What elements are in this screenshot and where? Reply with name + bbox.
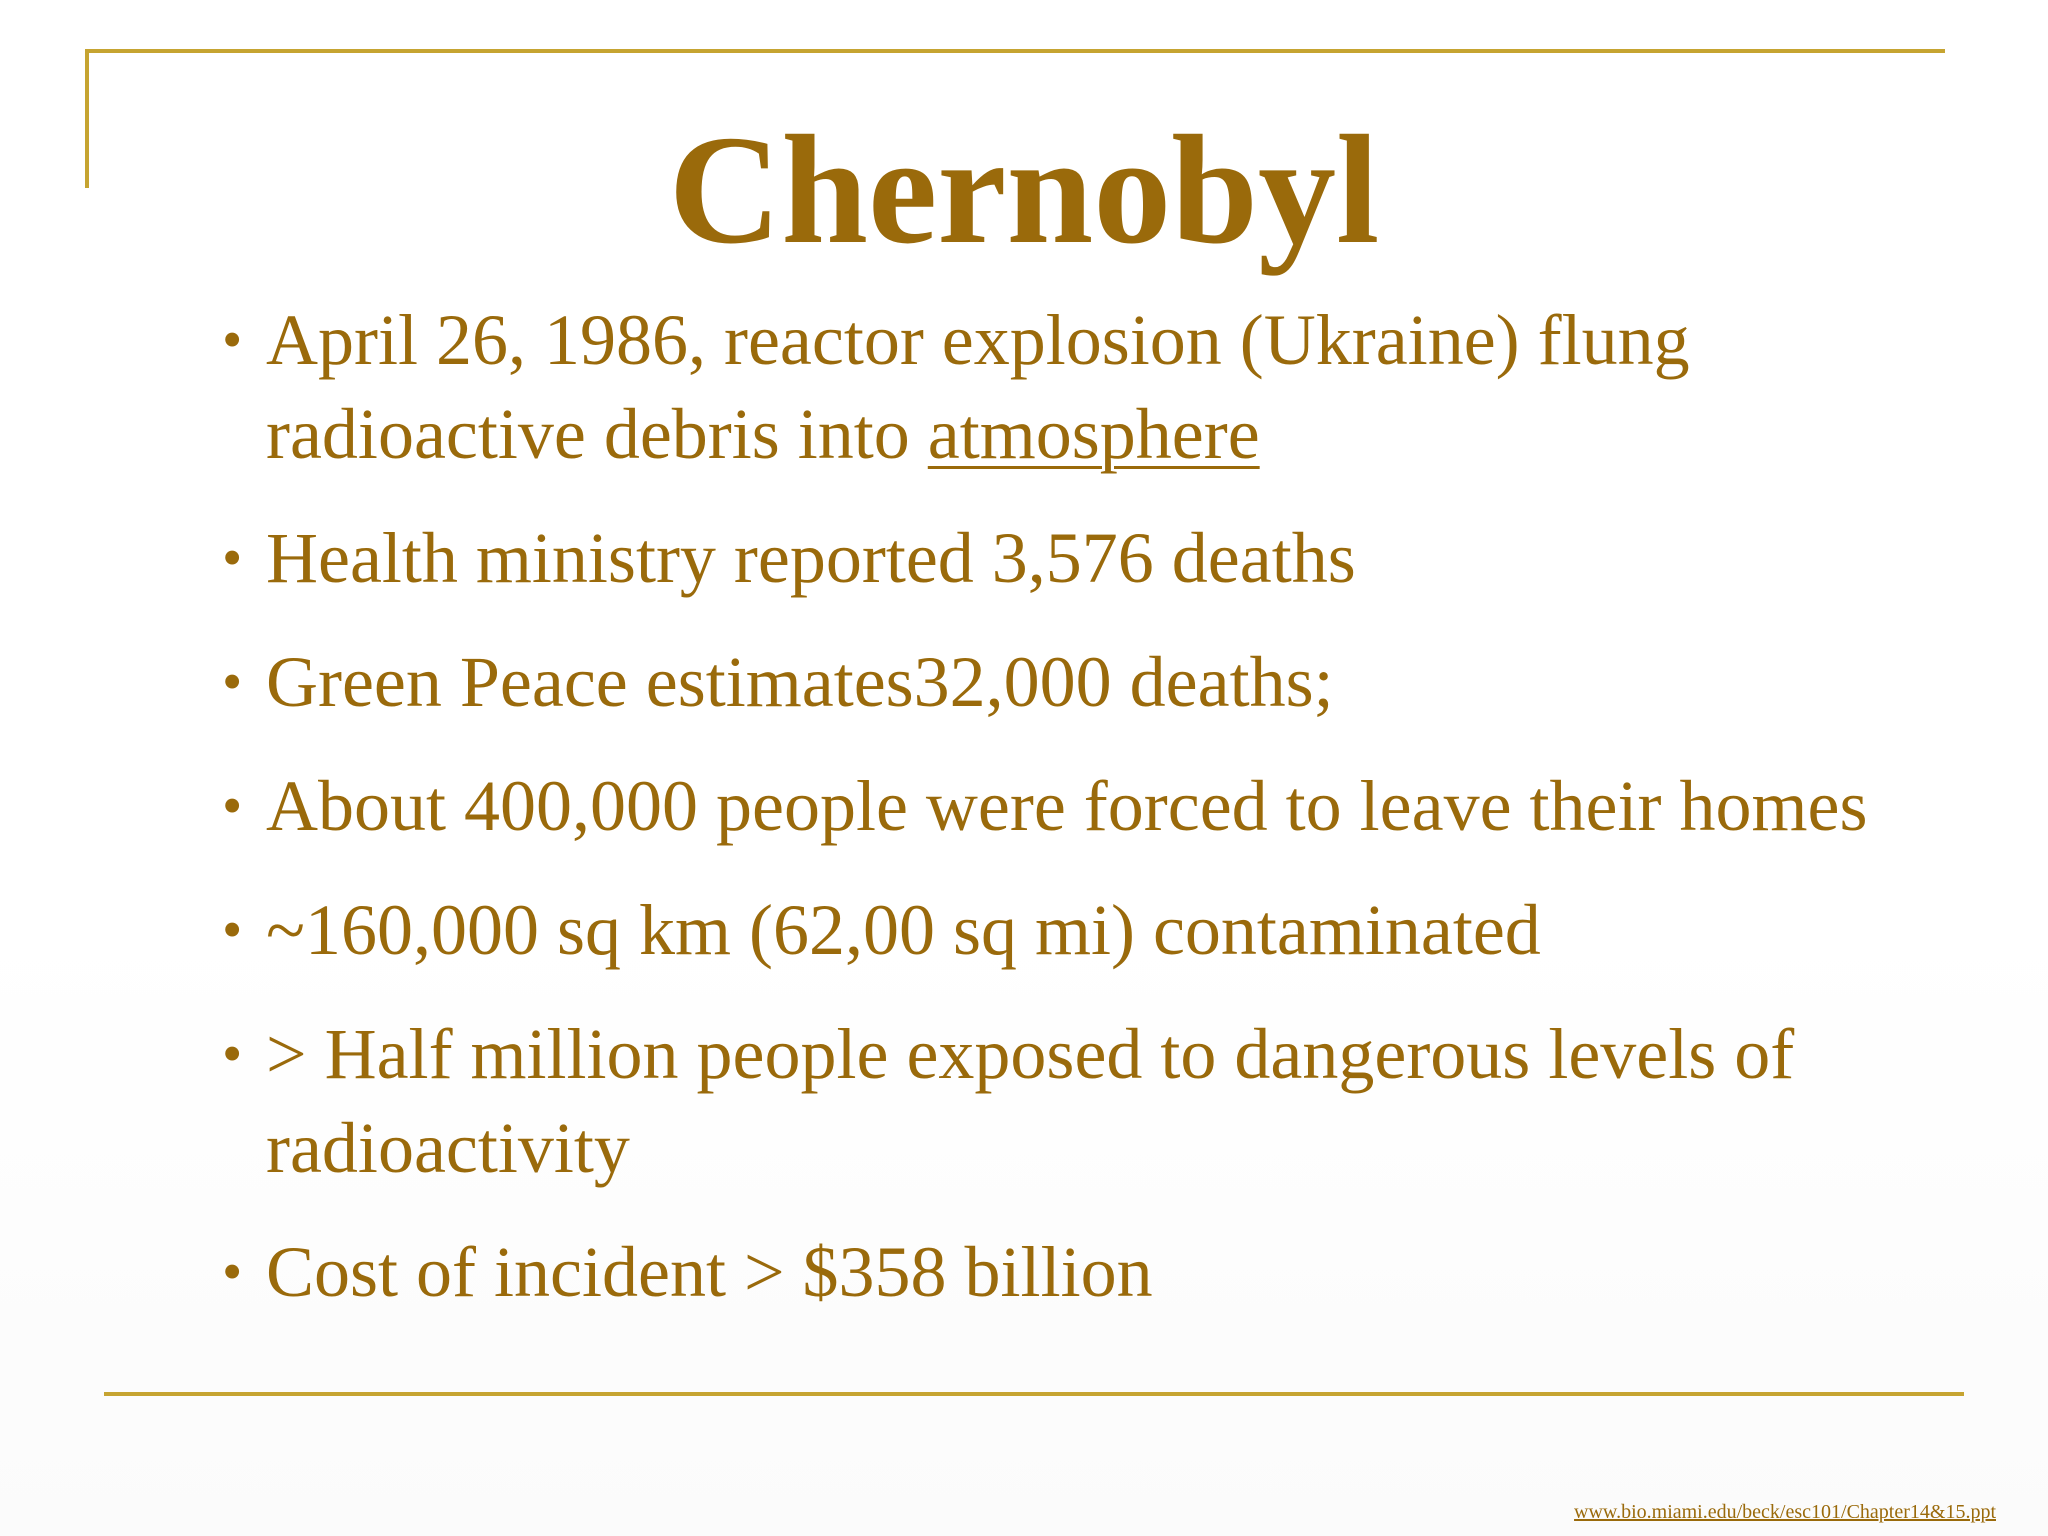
bullet-text: Cost of incident > $358 billion — [266, 1232, 1153, 1312]
bullet-icon: • — [222, 773, 243, 838]
source-link[interactable]: www.bio.miami.edu/beck/esc101/Chapter14&15.ppt — [1574, 1501, 1996, 1523]
bullet-item-evacuation — [222, 759, 2002, 853]
bullet-list — [222, 293, 2002, 1349]
slide-title: Chernobyl — [668, 103, 1380, 276]
bullet-icon: • — [222, 1239, 243, 1304]
frame-bottom-line — [104, 1392, 1964, 1396]
bullet-text: About 400,000 people were forced to leave their homes — [266, 766, 1868, 846]
bullet-text: ~160,000 sq km (62,00 sq mi) contaminated — [266, 890, 1541, 970]
bullet-icon: • — [222, 307, 243, 372]
bullet-text: Green Peace estimates32,000 deaths; — [266, 642, 1334, 722]
bullet-text: > Half million people exposed to dangerous levels of radioactivity — [266, 1014, 1795, 1188]
bullet-icon: • — [222, 1021, 243, 1086]
frame-top-line — [85, 49, 1945, 53]
bullet-item-green-peace — [222, 635, 2002, 729]
bullet-item-exposure — [222, 1007, 2002, 1195]
bullet-icon: • — [222, 525, 243, 590]
bullet-text: April 26, 1986, reactor explosion (Ukraine) flung radioactive debris into — [266, 300, 1690, 474]
bullet-item-explosion — [222, 293, 2002, 481]
bullet-item-cost — [222, 1225, 2002, 1319]
bullet-text: Health ministry reported 3,576 deaths — [266, 518, 1356, 598]
bullet-item-contamination — [222, 883, 2002, 977]
bullet-icon: • — [222, 897, 243, 962]
bullet-icon: • — [222, 649, 243, 714]
bullet-item-health-ministry — [222, 511, 2002, 605]
atmosphere-link[interactable]: atmosphere — [927, 394, 1260, 474]
